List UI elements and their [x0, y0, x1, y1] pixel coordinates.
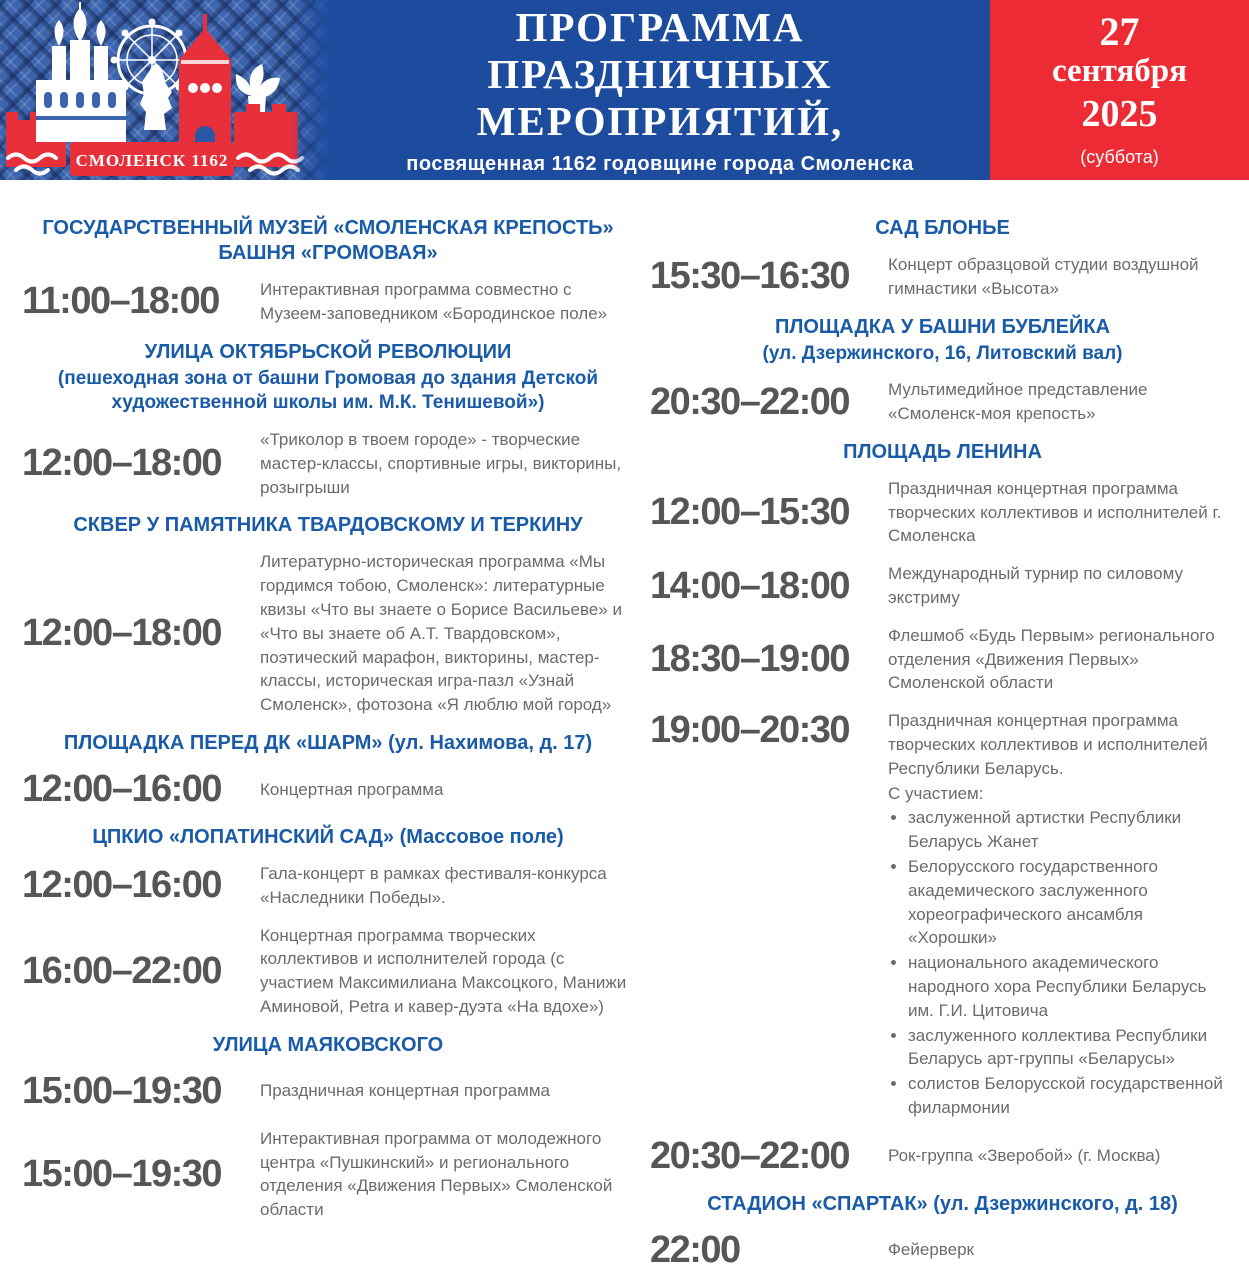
venue-title: ЦПКИО «ЛОПАТИНСКИЙ САД» (Массовое поле)	[92, 825, 564, 848]
event-description-text: Интерактивная программа от молодежного центра «Пушкинский» и регионального отделения «Движения Первых» Смоленской области	[260, 1128, 613, 1220]
event-description-text: Концертная программа	[260, 779, 444, 799]
venue-title: УЛИЦА ОКТЯБРЬСКОЙ РЕВОЛЮЦИИ	[144, 340, 512, 363]
emblem-label: СМОЛЕНСК 1162	[75, 151, 229, 170]
venue-title: СТАДИОН «СПАРТАК» (ул. Дзержинского, д. 18)	[707, 1192, 1178, 1215]
event-row	[22, 862, 634, 910]
event-row	[650, 709, 1235, 1121]
event-description-text: Фейерверк	[888, 1240, 974, 1260]
venue-section	[22, 1033, 634, 1222]
event-row	[650, 624, 1235, 695]
event-description	[888, 1144, 1235, 1168]
event-time: 20:30–22:00	[650, 380, 850, 423]
event-description-text: Праздничная концертная программа	[260, 1081, 550, 1101]
event-description	[888, 562, 1235, 610]
venue-title: СКВЕР У ПАМЯТНИКА ТВАРДОВСКОМУ И ТЕРКИНУ	[73, 514, 583, 537]
poster-title-line1: ПРОГРАММА	[515, 4, 805, 51]
date-day: 27	[1099, 8, 1140, 54]
event-description-text: Концертная программа творческих коллективов и исполнителей города (с участием Максимилиана Максоцкого, Манижи Аминовой, Petra и кавер-дуэта «На вдохе»)	[260, 925, 627, 1016]
venue-section	[22, 731, 634, 811]
event-description-text: Флешмоб «Будь Первым» регионального отделения «Движения Первых» Смоленской области	[888, 625, 1215, 693]
event-description-text: Литературно-историческая программа «Мы гордимся тобою, Смоленск»: литературные квизы «Что вы знаете о Борисе Васильеве» и «Что вы знаете об А.Т. Твардовском», поэтический марафон, викторины, мастер-классы, историческая игра-пазл «Узнай Смоленск», фотозона «Я люблю мой город»	[260, 552, 622, 715]
event-description	[260, 1127, 634, 1222]
event-description	[888, 1238, 1235, 1262]
event-row	[650, 1135, 1235, 1178]
event-row	[22, 768, 634, 811]
participant-item: • национального академического народного хора Республики Беларусь им. Г.И. Цитовича	[908, 951, 1235, 1022]
event-row	[650, 253, 1235, 301]
event-description-text: Гала-концерт в рамках фестиваля-конкурса «Наследники Победы».	[260, 863, 607, 907]
event-time: 19:00–20:30	[650, 709, 850, 752]
participant-item: • солистов Белорусской государственной филармонии	[908, 1072, 1235, 1120]
event-time: 22:00	[650, 1228, 740, 1271]
event-description-text: Концерт образцовой студии воздушной гимнастики «Высота»	[888, 255, 1199, 298]
participant-item: • заслуженного коллектива Республики Беларусь арт-группы «Беларусы»	[908, 1024, 1235, 1072]
event-description	[260, 428, 634, 499]
venue-section	[650, 216, 1235, 301]
event-time: 15:00–19:30	[22, 1069, 222, 1112]
event-time: 14:00–18:00	[650, 564, 850, 607]
venue-section	[22, 825, 634, 1019]
event-description-text: Праздничная концертная программа творческих коллективов и исполнителей Республики Беларусь.	[888, 711, 1208, 778]
event-time: 12:00–18:00	[22, 442, 222, 485]
venue-section	[22, 216, 634, 326]
venue-section	[650, 1192, 1235, 1272]
event-time: 12:00–15:30	[650, 491, 850, 534]
header-banner	[0, 0, 1249, 180]
monument-icon	[140, 64, 172, 130]
event-description	[888, 253, 1235, 301]
emblem-banner	[70, 142, 234, 176]
event-description-text: «Триколор в твоем городе» - творческие мастер-классы, спортивные игры, викторины, розыгрыши	[260, 429, 622, 497]
participant-item: • заслуженной артистки Республики Беларусь Жанет	[908, 806, 1235, 854]
event-row	[22, 1070, 634, 1113]
date-month: сентября	[1051, 52, 1188, 89]
date-block	[990, 0, 1249, 180]
participants-list	[888, 806, 1235, 1119]
event-row	[22, 428, 634, 499]
poster-title-line2: ПРАЗДНИЧНЫХ МЕРОПРИЯТИЙ,	[476, 51, 844, 144]
event-time: 16:00–22:00	[22, 949, 222, 992]
city-emblem	[0, 0, 330, 180]
date-year: 2025	[1081, 92, 1158, 135]
schedule-column-right	[650, 206, 1235, 1286]
event-time: 12:00–16:00	[22, 864, 222, 907]
event-time: 12:00–16:00	[22, 767, 222, 810]
venue-section	[650, 315, 1235, 426]
event-description	[888, 477, 1235, 548]
event-description	[260, 550, 634, 717]
smolensk-skyline-illustration	[0, 0, 330, 180]
venue-section	[22, 340, 634, 500]
venue-title: САД БЛОНЬЕ	[875, 217, 1010, 239]
schedule-column-left	[22, 206, 634, 1286]
venue-title: ПЛОЩАДЬ ЛЕНИНА	[843, 440, 1042, 463]
venue-title: ПЛОЩАДКА ПЕРЕД ДК «ШАРМ» (ул. Нахимова, д. 17)	[63, 731, 593, 754]
event-row	[650, 1229, 1235, 1272]
event-time: 11:00–18:00	[22, 280, 219, 323]
event-description-text: Рок-группа «Зверобой» (г. Москва)	[888, 1146, 1161, 1166]
date-weekday: (суббота)	[1080, 147, 1159, 168]
schedule-area	[0, 180, 1249, 1286]
fortress-tower-icon	[179, 14, 231, 162]
cathedral-icon	[36, 2, 126, 142]
event-description	[260, 1079, 634, 1103]
event-time: 15:00–19:30	[22, 1152, 222, 1195]
event-row	[22, 1127, 634, 1222]
venue-section	[650, 440, 1235, 1178]
venue-title: ПЛОЩАДКА У БАШНИ БУБЛЕЙКА	[774, 315, 1111, 338]
event-row	[650, 477, 1235, 548]
event-time: 20:30–22:00	[650, 1134, 850, 1177]
event-description-text: Праздничная концертная программа творческих коллективов и исполнителей г. Смоленска	[888, 478, 1222, 546]
venue-title: ГОСУДАРСТВЕННЫЙ МУЗЕЙ «СМОЛЕНСКАЯ КРЕПОСТЬ» БАШНЯ «ГРОМОВАЯ»	[42, 217, 614, 264]
event-row	[650, 562, 1235, 610]
venue-note: (пешеходная зона от башни Громовая до здания Детской художественной школы им. М.К. Тенишевой»)	[57, 367, 599, 414]
event-description-text: Международный турнир по силовому экстриму	[888, 564, 1183, 608]
venue-section	[22, 513, 634, 717]
event-time: 18:30–19:00	[650, 638, 850, 681]
event-description	[260, 778, 634, 802]
poster-subtitle: посвященная 1162 годовщине города Смоленска	[406, 152, 914, 175]
event-row	[22, 550, 634, 717]
event-description	[888, 624, 1235, 695]
participant-item: • Белорусского государственного академического заслуженного хореографического ансамбля «Хорошки»	[908, 855, 1235, 950]
event-description	[260, 862, 634, 910]
event-time: 15:30–16:30	[650, 255, 850, 298]
event-description-text: Мультимедийное представление «Смоленск-моя крепость»	[888, 380, 1148, 424]
event-description	[888, 378, 1235, 426]
event-description	[260, 924, 634, 1019]
event-description	[888, 709, 1235, 1121]
event-row	[22, 278, 634, 326]
event-time: 12:00–18:00	[22, 612, 222, 655]
venue-note: (ул. Дзержинского, 16, Литовский вал)	[762, 342, 1123, 364]
poster-title-block	[330, 0, 990, 180]
event-description	[260, 278, 634, 326]
event-description-text: Интерактивная программа совместно с Музеем-заповедником «Бородинское поле»	[260, 280, 608, 323]
event-row	[650, 378, 1235, 426]
participants-label: С участием:	[888, 783, 984, 803]
venue-title: УЛИЦА МАЯКОВСКОГО	[212, 1033, 444, 1056]
event-row	[22, 924, 634, 1019]
